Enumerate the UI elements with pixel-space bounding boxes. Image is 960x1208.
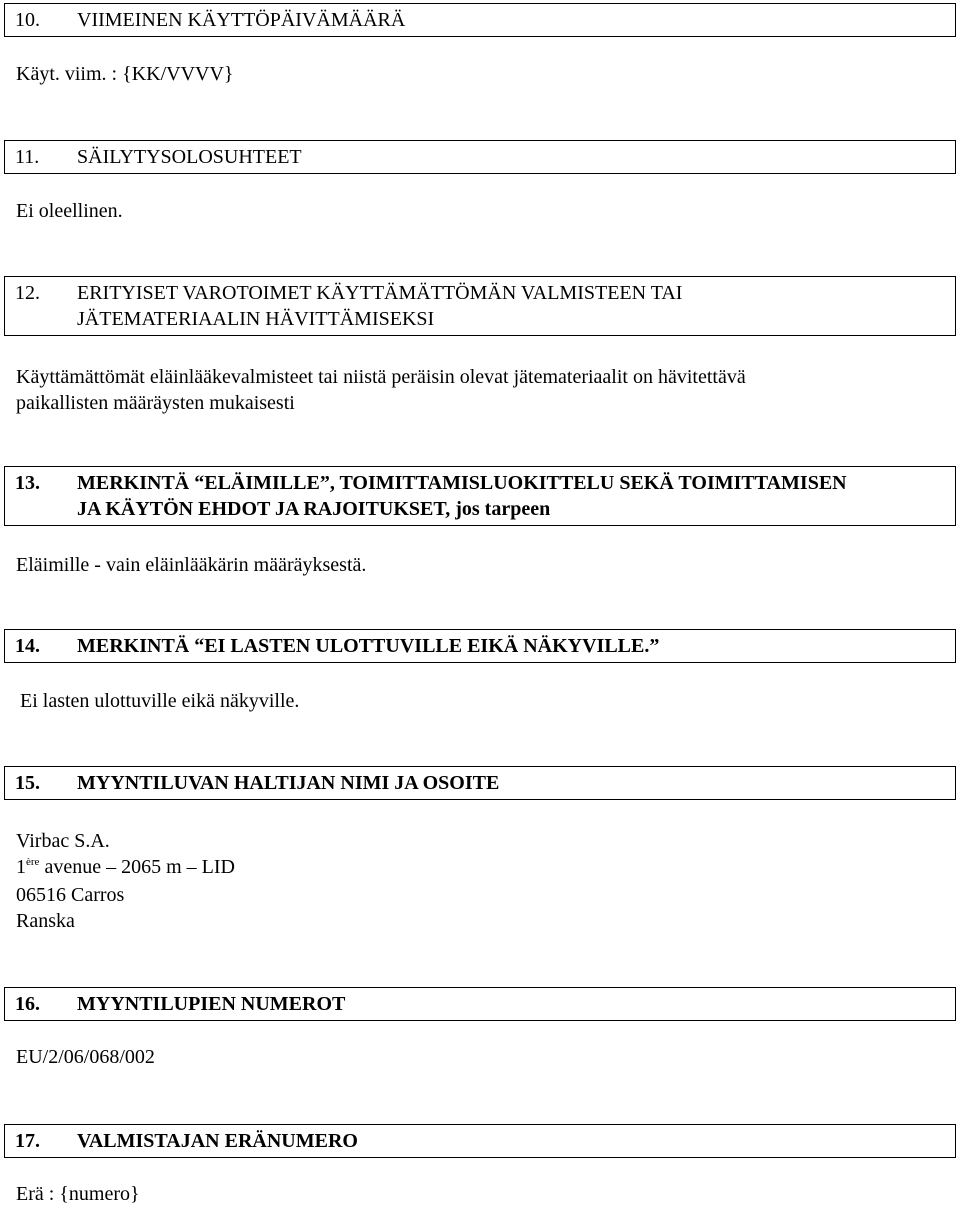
authorisation-number: EU/2/06/068/002 xyxy=(16,1046,155,1068)
holder-address-country: Ranska xyxy=(16,910,75,932)
section-17-heading xyxy=(4,1124,956,1158)
section-number: 12. xyxy=(15,282,40,304)
section-number: 15. xyxy=(15,772,40,794)
expiry-text: Käyt. viim. : {KK/VVVV} xyxy=(16,63,234,85)
section-title: VIIMEINEN KÄYTTÖPÄIVÄMÄÄRÄ xyxy=(77,9,406,31)
street-name: avenue – 2065 m – LID xyxy=(39,856,235,878)
section-15-heading xyxy=(4,766,956,800)
section-title: MYYNTILUPIEN NUMEROT xyxy=(77,993,346,1015)
section-title-line: JÄTEMATERIAALIN HÄVITTÄMISEKSI xyxy=(77,308,435,330)
section-12-heading xyxy=(4,276,956,336)
section-16-heading xyxy=(4,987,956,1021)
holder-address-city: 06516 Carros xyxy=(16,884,125,906)
section-10-heading xyxy=(4,3,956,37)
disposal-text-line: paikallisten määräysten mukaisesti xyxy=(16,392,295,414)
target-animals-text: Eläimille - vain eläinlääkärin määräyksestä. xyxy=(16,554,367,576)
holder-name: Virbac S.A. xyxy=(16,830,110,852)
section-number: 14. xyxy=(15,635,40,657)
section-title xyxy=(77,470,955,522)
section-title: SÄILYTYSOLOSUHTEET xyxy=(77,146,302,168)
section-11-heading xyxy=(4,140,956,174)
batch-number-text: Erä : {numero} xyxy=(16,1183,140,1205)
section-title xyxy=(77,280,955,332)
section-number: 13. xyxy=(15,472,40,494)
street-number: 1 xyxy=(16,856,26,878)
section-title-line: MERKINTÄ “ELÄIMILLE”, TOIMITTAMISLUOKITTELU SEKÄ TOIMITTAMISEN xyxy=(77,472,847,494)
section-14-heading xyxy=(4,629,956,663)
section-number: 17. xyxy=(15,1130,40,1152)
section-title: VALMISTAJAN ERÄNUMERO xyxy=(77,1130,358,1152)
children-warning-text: Ei lasten ulottuville eikä näkyville. xyxy=(20,690,300,712)
street-number-suffix: ère xyxy=(26,856,40,868)
storage-text: Ei oleellinen. xyxy=(16,200,123,222)
section-title: MERKINTÄ “EI LASTEN ULOTTUVILLE EIKÄ NÄKYVILLE.” xyxy=(77,635,660,657)
section-number: 11. xyxy=(15,146,40,168)
disposal-text-line: Käyttämättömät eläinlääkevalmisteet tai niistä peräisin olevat jätemateriaalit on hävitettävä xyxy=(16,366,746,388)
holder-address-street xyxy=(16,854,235,880)
section-number: 16. xyxy=(15,993,40,1015)
section-title-line: JA KÄYTÖN EHDOT JA RAJOITUKSET, jos tarpeen xyxy=(77,498,551,520)
section-number: 10. xyxy=(15,9,40,31)
section-13-heading xyxy=(4,466,956,526)
section-title-line: ERITYISET VAROTOIMET KÄYTTÄMÄTTÖMÄN VALMISTEEN TAI xyxy=(77,282,683,304)
section-title: MYYNTILUVAN HALTIJAN NIMI JA OSOITE xyxy=(77,772,500,794)
